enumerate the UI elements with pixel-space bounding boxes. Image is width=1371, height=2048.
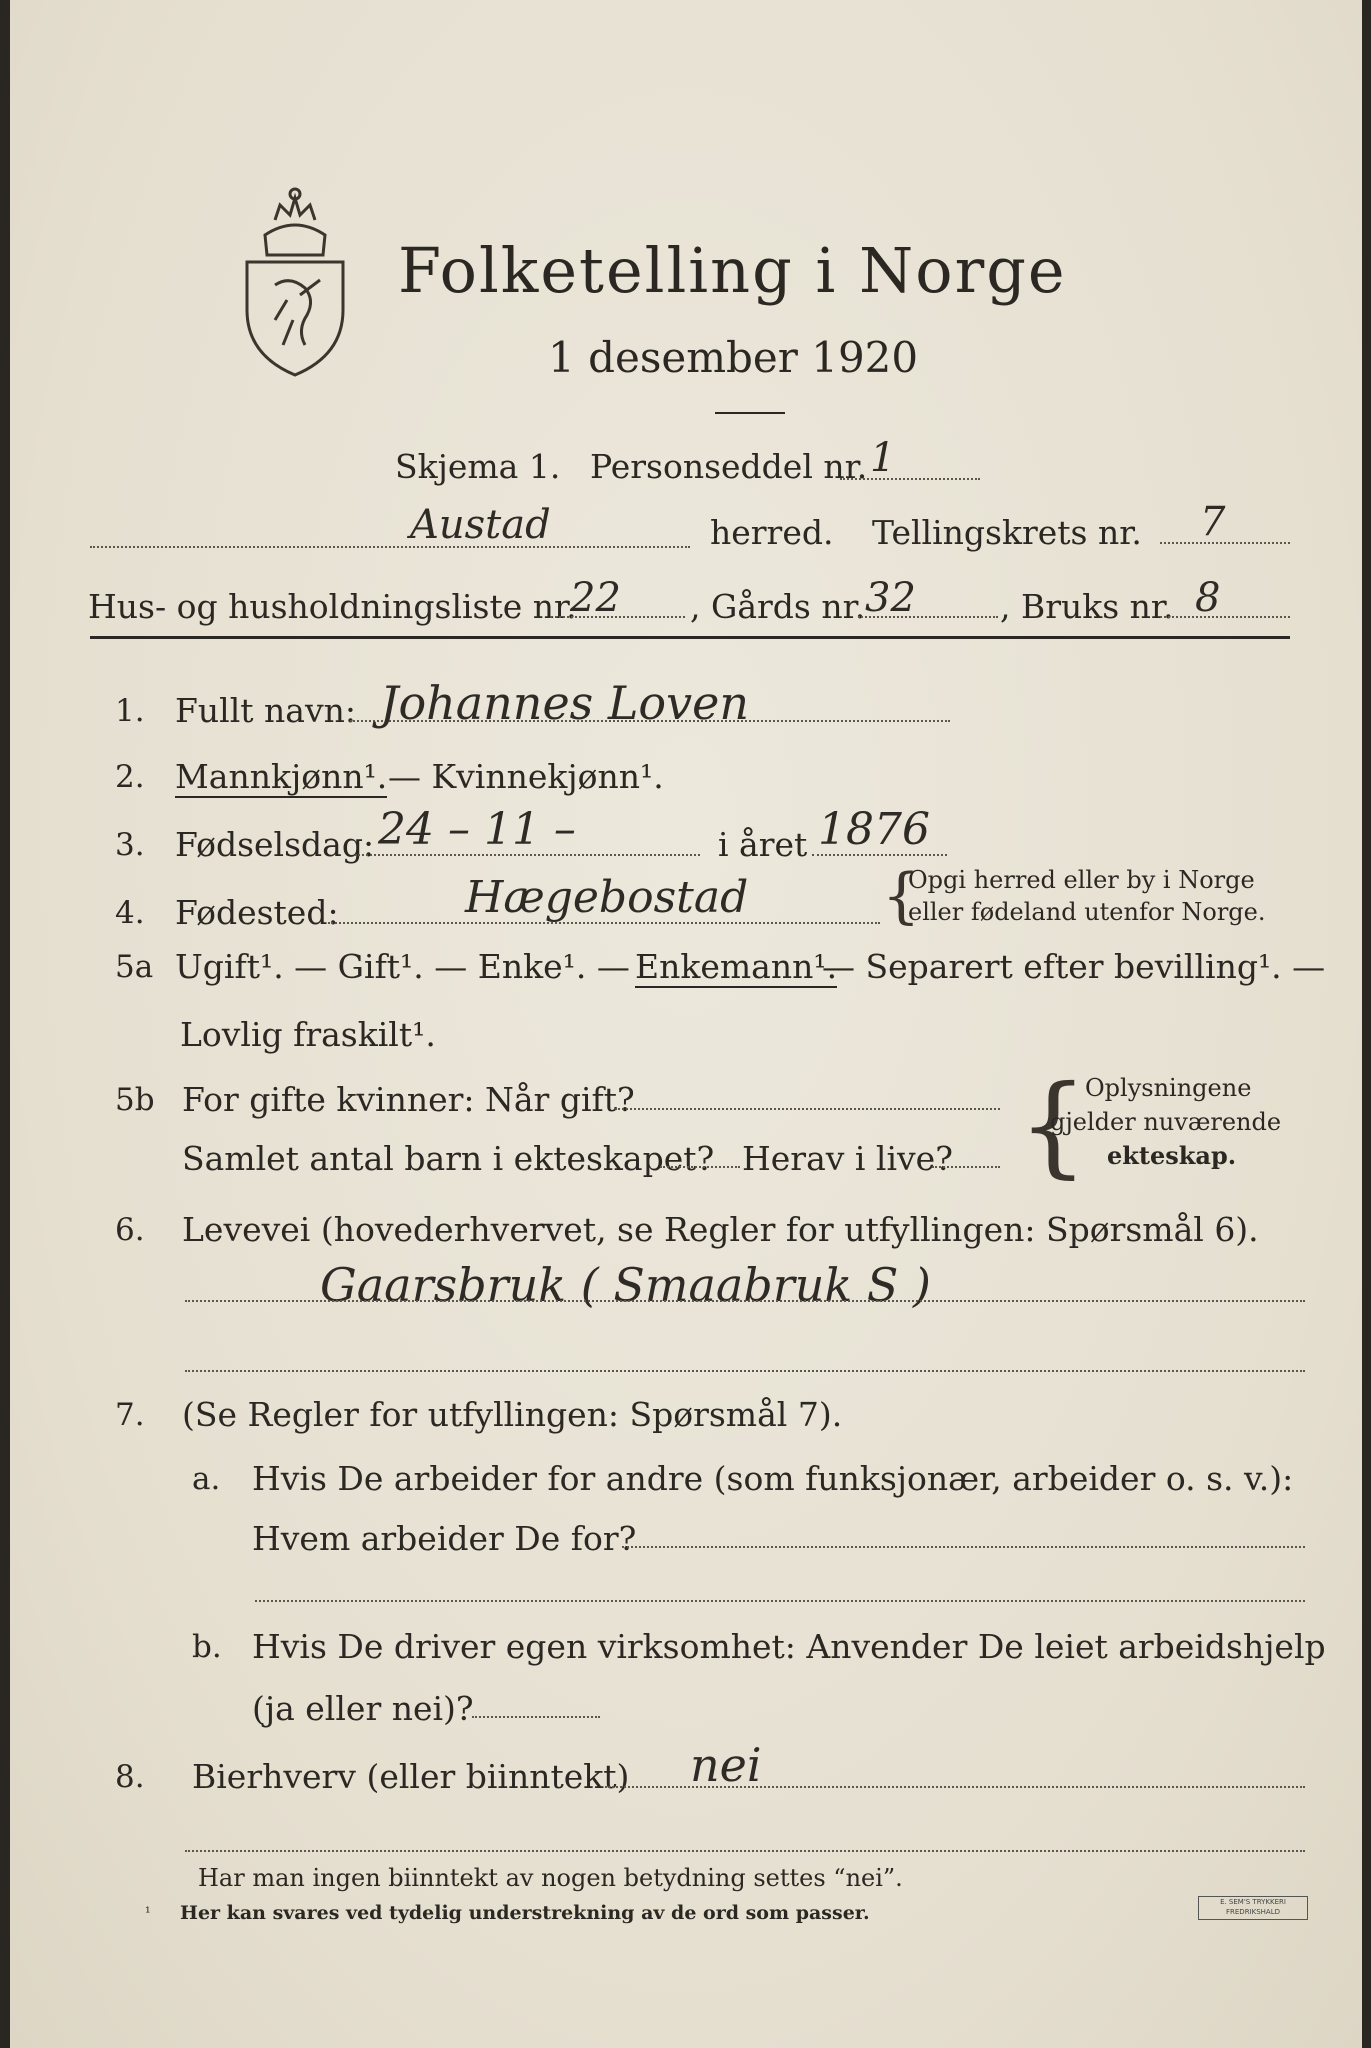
q7-label: (Se Regler for utfyllingen: Spørsmål 7). — [182, 1395, 843, 1434]
q5b-note-line2: gjelder nuværende — [1050, 1108, 1282, 1136]
census-date: 1 desember 1920 — [548, 333, 919, 382]
title-divider — [715, 412, 785, 414]
gards-value: 32 — [865, 575, 916, 621]
personseddel-label: Personseddel nr. — [590, 447, 868, 486]
gards-label: , Gårds nr. — [690, 587, 866, 626]
herred-label: herred. — [710, 513, 834, 552]
census-form-page: Folketelling i Norge 1 desember 1920 Skjema 1. Personseddel nr. 1 Austad herred. Tellingskrets nr. 7 Hus- og husholdningsliste nr. 22 , Gårds nr. 32 , Bruks nr. 8 1. Fullt navn: Johannes Loven 2. Mannkjønn¹. — Kvinnekjønn¹. 3. Fødselsdag: 24 – 11 – i året 1876 4. Fødested: Hægebostad { Opgi herred eller by i Norge eller fødeland utenfor Norge. 5a Ugift¹. — Gift¹. — Enke¹. — Enkemann¹. — Separert efter bevilling¹. — Lovlig fraskilt¹. 5b For gifte kvinner: Når gift? Samlet antal barn i ekteskapet? Herav i live? { Oplysningene gjelder nuværende ekteskap. 6. Levevei (hovederhvervet, se Regler for utfyllingen: Spørsmål 6). Gaarsbruk ( Smaabruk S ) 7. (Se Regler for utfyllingen: Spørsmål 7). a. Hvis De arbeider for andre (som funksjonær, arbeider o. s. v.): Hvem arbeider De for? b. Hvis De driver egen virksomhet: Anvender De leiet arbeidshjelp (ja eller nei)? 8. Bierhverv (eller biinntekt) nei Har man ingen biinntekt av nogen betydning settes “nei”. ¹ Her kan svares ved tydelig understrekning av de ord som passer. E. SEM'S TRYKKERI FREDRIKSHALD — [10, 0, 1362, 2048]
q3-birth-date: 24 – 11 – — [378, 804, 576, 855]
q1-number: 1. — [115, 693, 145, 729]
q7b-question: Hvis De driver egen virksomhet: Anvender De leiet arbeidshjelp — [252, 1627, 1326, 1666]
q7a-employer-label: Hvem arbeider De for? — [252, 1519, 637, 1558]
q4-label: Fødested: — [175, 893, 339, 932]
bruks-value: 8 — [1195, 575, 1221, 621]
q8-side-income: nei — [690, 1738, 762, 1792]
q3-label: Fødselsdag: — [175, 825, 375, 864]
printer-stamp-line1: E. SEM'S TRYKKERI — [1220, 1898, 1286, 1906]
q5b-note-line3: ekteskap. — [1107, 1141, 1237, 1170]
q4-note-line2: eller fødeland utenfor Norge. — [908, 898, 1266, 926]
q6-label: Levevei (hovederhvervet, se Regler for utfyllingen: Spørsmål 6). — [182, 1210, 1259, 1249]
q8-label: Bierhverv (eller biinntekt) — [192, 1757, 630, 1796]
q8-number: 8. — [115, 1759, 145, 1795]
footnote-text: Her kan svares ved tydelig understrekning av de ord som passer. — [180, 1902, 870, 1924]
herred-value: Austad — [410, 502, 551, 548]
q5b-number: 5b — [115, 1082, 155, 1118]
printer-stamp-line2: FREDRIKSHALD — [1225, 1908, 1280, 1916]
q5a-divorced: Lovlig fraskilt¹. — [180, 1015, 436, 1054]
q1-label: Fullt navn: — [175, 691, 356, 730]
footnote-mark: ¹ — [145, 1905, 151, 1921]
q5a-options-start: Ugift¹. — Gift¹. — Enke¹. — — [175, 947, 630, 986]
husliste-value: 22 — [570, 575, 621, 621]
q7b-letter: b. — [192, 1629, 222, 1665]
q5a-number: 5a — [115, 949, 154, 985]
q5b-children-alive: Herav i live? — [742, 1139, 953, 1178]
q7a-question: Hvis De arbeider for andre (som funksjonær, arbeider o. s. v.): — [252, 1459, 1294, 1498]
q4-note-line1: Opgi herred eller by i Norge — [908, 866, 1255, 894]
q5a-enkemann-underlined: Enkemann¹. — [635, 947, 838, 986]
q6-number: 6. — [115, 1212, 145, 1248]
q4-number: 4. — [115, 895, 145, 931]
q4-birthplace: Hægebostad — [465, 872, 749, 923]
norwegian-coat-of-arms-icon — [235, 180, 355, 380]
q5b-children-total: Samlet antal barn i ekteskapet? — [182, 1139, 715, 1178]
form-title: Folketelling i Norge — [398, 234, 1067, 307]
q1-full-name: Johannes Loven — [380, 676, 749, 730]
q3-year-label: i året — [718, 825, 808, 864]
header-separator — [90, 636, 1290, 639]
personseddel-value: 1 — [870, 435, 896, 481]
husliste-label: Hus- og husholdningsliste nr. — [88, 587, 577, 626]
skjema-label: Skjema 1. — [395, 447, 561, 486]
q7b-yes-no-label: (ja eller nei)? — [252, 1689, 474, 1728]
q3-number: 3. — [115, 827, 145, 863]
footer-note: Har man ingen biinntekt av nogen betydning settes “nei”. — [198, 1864, 903, 1892]
q7a-letter: a. — [192, 1461, 221, 1497]
q7-number: 7. — [115, 1397, 145, 1433]
tellingskrets-value: 7 — [1200, 499, 1226, 545]
q5b-note-line1: Oplysningene — [1085, 1074, 1252, 1102]
q3-birth-year: 1876 — [818, 804, 930, 855]
q5a-options-end: — Separert efter bevilling¹. — — [822, 947, 1326, 986]
tellingskrets-label: Tellingskrets nr. — [872, 513, 1142, 552]
q5b-when-married: For gifte kvinner: Når gift? — [182, 1080, 635, 1119]
q2-number: 2. — [115, 759, 145, 795]
bruks-label: , Bruks nr. — [1000, 587, 1174, 626]
q2-female: — Kvinnekjønn¹. — [388, 757, 664, 796]
q2-male-underlined: Mannkjønn¹. — [175, 757, 388, 796]
printer-stamp — [1198, 1896, 1308, 1920]
q6-occupation: Gaarsbruk ( Smaabruk S ) — [320, 1258, 931, 1312]
